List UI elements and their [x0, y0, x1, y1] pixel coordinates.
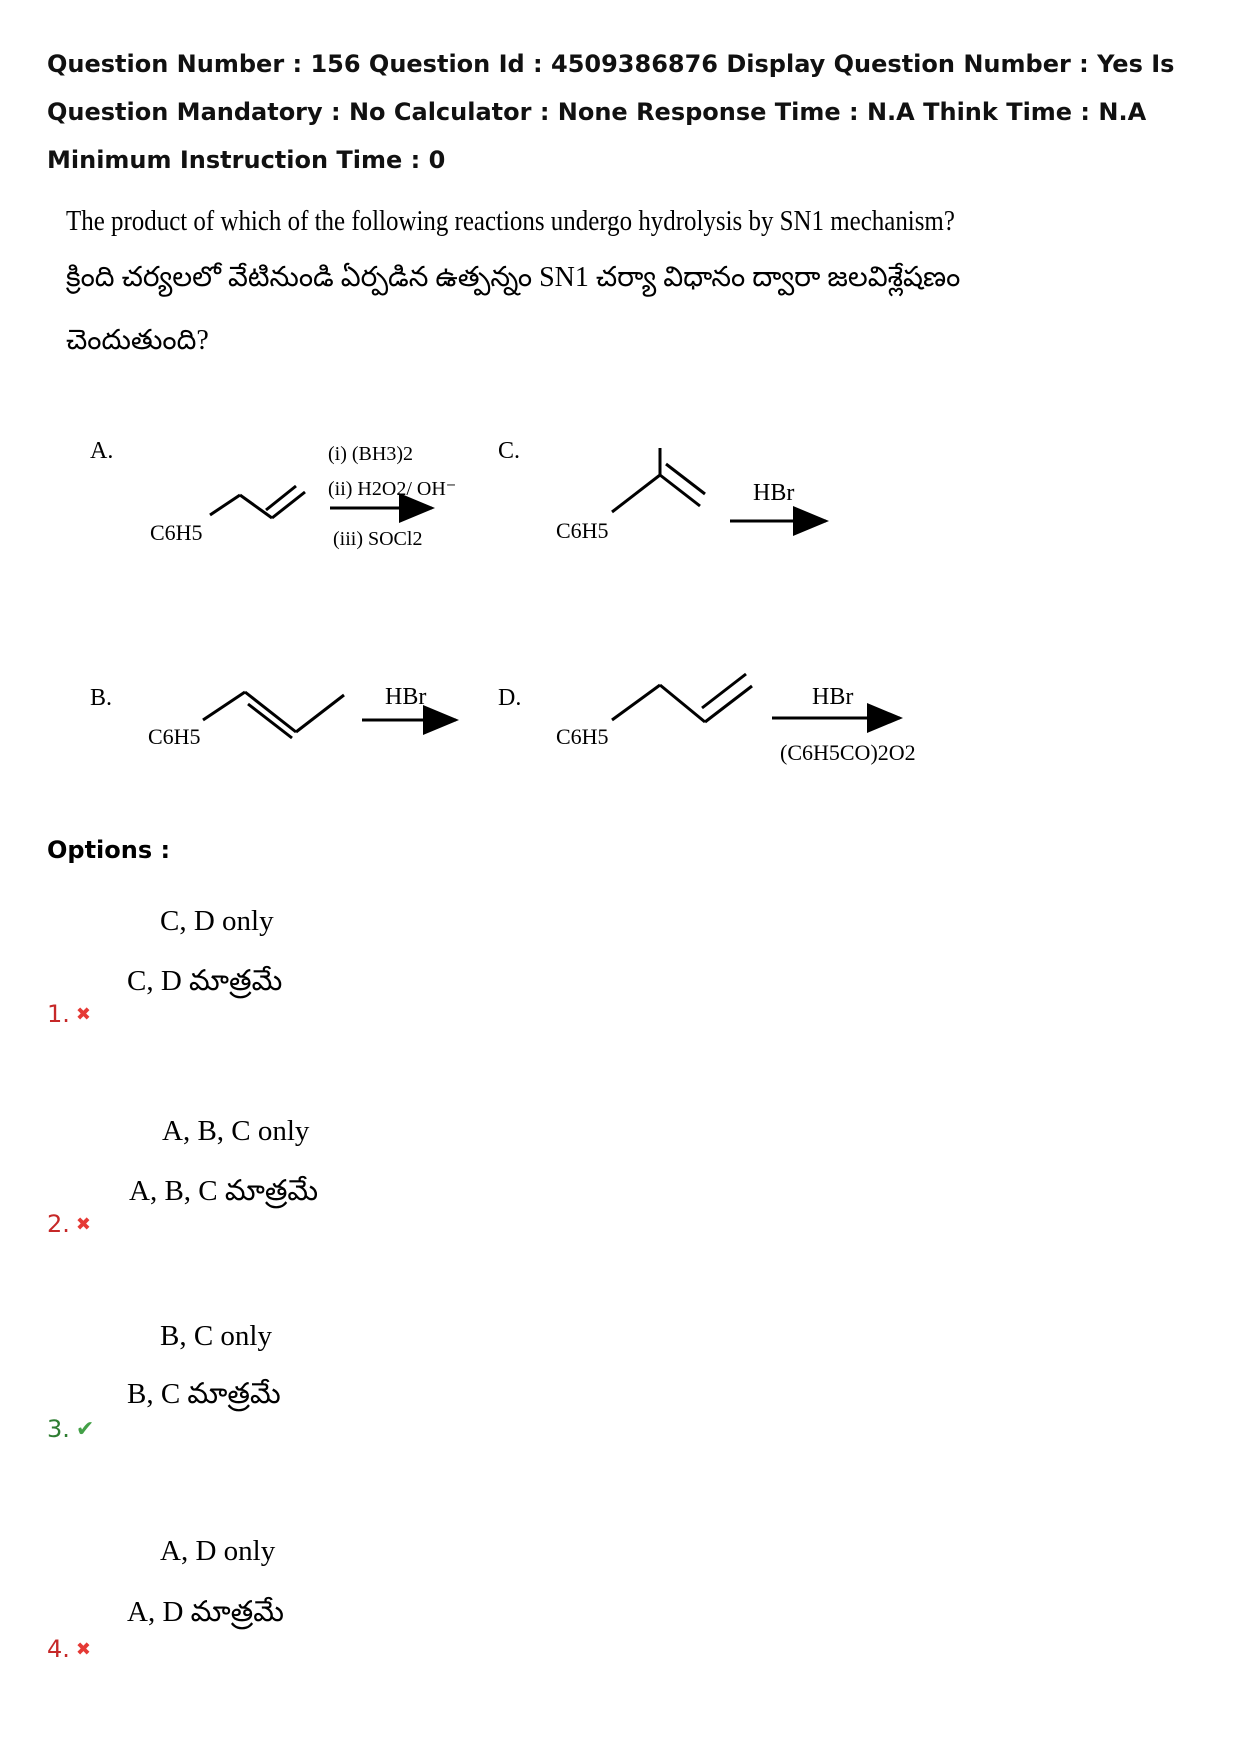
reaction-d-substituent: C6H5 — [556, 724, 609, 749]
check-icon: ✔ — [75, 1416, 95, 1442]
option-3-english: B, C only — [160, 1320, 272, 1352]
reaction-c-reagent: HBr — [753, 480, 795, 506]
option-1-english: C, D only — [160, 905, 274, 937]
option-4-marker — [47, 1635, 91, 1663]
option-4-number: 4. — [47, 1635, 70, 1663]
option-2-telugu: A, B, C మాత్రమే — [129, 1175, 319, 1207]
question-text-telugu-line1: క్రింది చర్యలలో వేటినుండి ఏర్పడిన ఉత్పన్నం SN1 చర్యా విధానం ద్వారా జలవిశ్లేషణం — [66, 262, 961, 293]
option-2-english: A, B, C only — [162, 1115, 310, 1147]
option-4-english: A, D only — [160, 1535, 276, 1567]
option-1-telugu: C, D మాత్రమే — [127, 965, 283, 997]
cross-icon: ✖ — [75, 1638, 91, 1660]
reaction-a-label: A. — [90, 438, 114, 464]
option-1-number: 1. — [47, 1000, 70, 1028]
reaction-b-substituent: C6H5 — [148, 724, 201, 749]
reaction-b-reagent: HBr — [385, 684, 427, 710]
question-text-telugu-line2: చెందుతుంది? — [66, 325, 209, 356]
option-3-number: 3. — [47, 1415, 70, 1443]
reaction-c — [498, 438, 826, 543]
cross-icon: ✖ — [75, 1213, 91, 1235]
reaction-d-reagent: HBr — [812, 684, 854, 710]
question-metadata: Question Number : 156 Question Id : 4509386876 Display Question Number : Yes Is Question Mandatory : No Calculator : None Response Time : N.A Think Time : N.A Minimum Instruction Time : 0 — [47, 50, 1175, 174]
reaction-a — [90, 438, 456, 550]
reaction-a-substituent: C6H5 — [150, 520, 203, 545]
option-2-marker — [47, 1210, 91, 1238]
reaction-c-structure — [612, 448, 705, 512]
cross-icon: ✖ — [75, 1003, 91, 1025]
reaction-b-label: B. — [90, 685, 113, 711]
reaction-b — [90, 684, 456, 749]
reaction-schemes — [0, 420, 1000, 800]
option-1-marker — [47, 1000, 91, 1028]
option-2-number: 2. — [47, 1210, 70, 1238]
reaction-d-label: D. — [498, 685, 522, 711]
option-3-marker — [47, 1415, 94, 1443]
reaction-a-reagent1: (i) (BH3)2 — [328, 443, 413, 465]
option-4-telugu: A, D మాత్రమే — [127, 1596, 284, 1628]
reaction-a-reagent3: (iii) SOCl2 — [333, 528, 423, 550]
reaction-c-substituent: C6H5 — [556, 518, 609, 543]
reaction-d-structure — [612, 674, 752, 722]
reaction-d-reagent-below: (C6H5CO)2O2 — [780, 740, 916, 765]
options-label: Options : — [47, 836, 171, 864]
reaction-d — [498, 674, 916, 765]
option-3-telugu: B, C మాత్రమే — [127, 1378, 281, 1410]
reaction-c-label: C. — [498, 438, 521, 464]
question-text-english: The product of which of the following reactions undergo hydrolysis by SN1 mechanism? — [66, 205, 955, 237]
reaction-a-structure — [210, 486, 305, 518]
reaction-a-reagent2: (ii) H2O2/ OH⁻ — [328, 478, 457, 500]
reaction-b-structure — [203, 692, 344, 738]
